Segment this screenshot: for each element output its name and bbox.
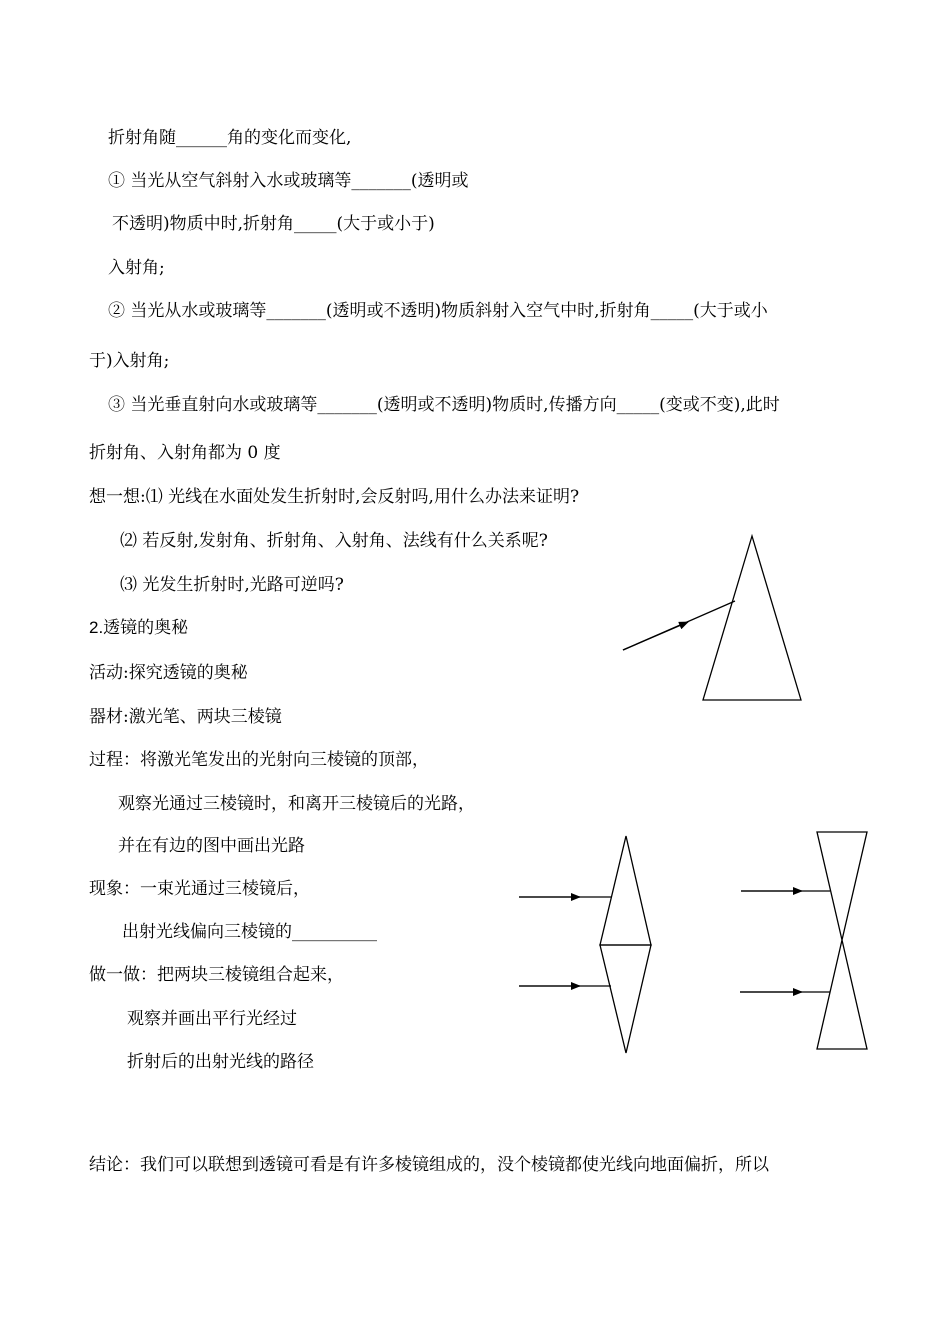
text-line-21: 观察并画出平行光经过 (127, 1009, 297, 1029)
text-line-2: ① 当光从空气斜射入水或玻璃等_______(透明或 (108, 171, 469, 191)
text-line-20: 做一做：把两块三棱镜组合起来， (89, 965, 344, 985)
incident-ray-arrow (623, 622, 688, 650)
text-line-15: 过程：将激光笔发出的光射向三棱镜的顶部， (89, 750, 429, 770)
text-line-10: ⑵ 若反射,发射角、折射角、入射角、法线有什么关系呢? (120, 531, 548, 551)
text-line-14: 器材:激光笔、两块三棱镜 (89, 707, 282, 727)
text-line-19: 出射光线偏向三棱镜的__________ (122, 922, 377, 942)
upper-inverted-prism (817, 832, 867, 940)
text-line-22: 折射后的出射光线的路径 (127, 1052, 314, 1072)
prism-triangle (703, 536, 801, 700)
text-line-6: 于)入射角; (89, 351, 170, 371)
lower-prism-2 (817, 940, 867, 1049)
text-line-8: 折射角、入射角都为 0 度 (89, 443, 281, 463)
section-heading: 2.透镜的奥秘 (89, 618, 189, 637)
text-line-4: 入射角; (108, 258, 165, 278)
text-line-23: 结论：我们可以联想到透镜可看是有许多棱镜组成的，没个棱镜都使光线向地面偏折，所以 (89, 1155, 769, 1175)
text-line-17: 并在有边的图中画出光路 (118, 836, 305, 856)
text-line-16: 观察光通过三棱镜时，和离开三棱镜后的光路， (118, 794, 475, 814)
text-line-7: ③ 当光垂直射向水或玻璃等_______(透明或不透明)物质时,传播方向_____(变或不变),此时 (108, 395, 780, 415)
text-line-3: 不透明)物质中时,折射角_____(大于或小于) (112, 214, 435, 234)
upper-prism (600, 836, 651, 945)
text-line-1: 折射角随______角的变化而变化, (108, 128, 352, 148)
text-line-11: ⑶ 光发生折射时,光路可逆吗? (120, 575, 344, 595)
text-line-13: 活动:探究透镜的奥秘 (89, 663, 248, 683)
lower-prism (600, 945, 651, 1053)
text-line-5: ② 当光从水或玻璃等_______(透明或不透明)物质斜射入空气中时,折射角_____(大于或小 (108, 301, 768, 321)
text-line-9: 想一想:⑴ 光线在水面处发生折射时,会反射吗,用什么办法来证明? (89, 487, 580, 507)
text-line-18: 现象：一束光通过三棱镜后， (89, 879, 310, 899)
